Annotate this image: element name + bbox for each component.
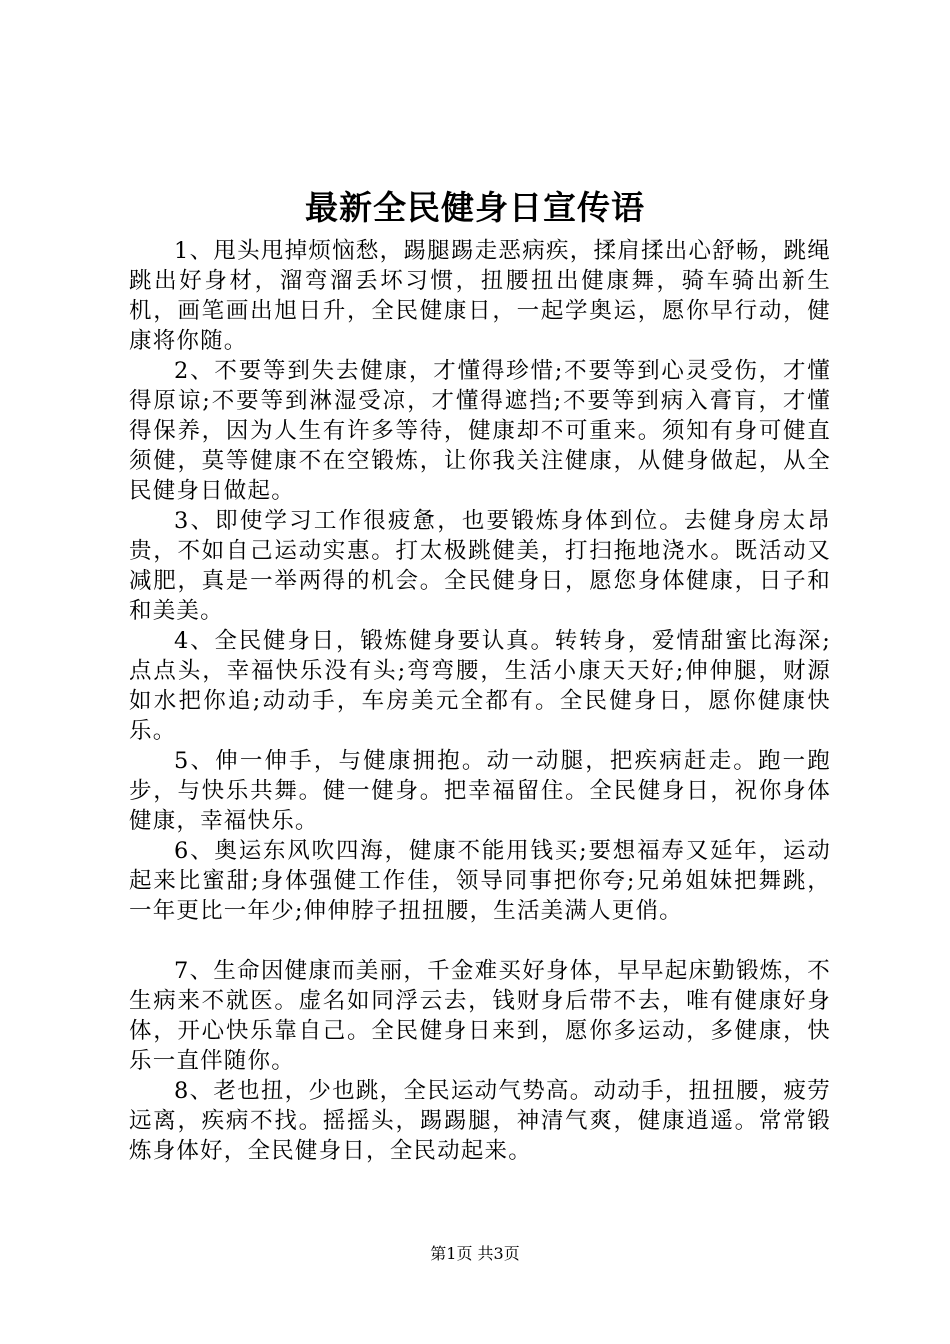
paragraph-8: 8、老也扭，少也跳，全民运动气势高。动动手，扭扭腰，疲劳远离，疾病不找。摇摇头，踢踢腿，神清气爽，健康逍遥。常常锻炼身体好，全民健身日，全民动起来。 [129, 1078, 831, 1164]
paragraph-7: 7、生命因健康而美丽，千金难买好身体，早早起床勤锻炼，不生病来不就医。虚名如同浮云去，钱财身后带不去，唯有健康好身体，开心快乐靠自己。全民健身日来到，愿你多运动，多健康，快乐一直伴随你。 [129, 958, 831, 1074]
paragraph-6: 6、奥运东风吹四海，健康不能用钱买;要想福寿又延年，运动起来比蜜甜;身体强健工作佳，领导同事把你夸;兄弟姐妹把舞跳，一年更比一年少;伸伸脖子扭扭腰，生活美满人更俏。 [129, 838, 831, 924]
paragraph-4: 4、全民健身日，锻炼健身要认真。转转身，爱情甜蜜比海深;点点头，幸福快乐没有头;弯弯腰，生活小康天天好;伸伸腿，财源如水把你追;动动手，车房美元全都有。全民健身日，愿你健康快乐。 [129, 628, 831, 744]
document-title: 最新全民健身日宣传语 [305, 188, 645, 227]
page-footer: 第1页 共3页 [430, 1244, 520, 1263]
paragraph-3: 3、即使学习工作很疲惫，也要锻炼身体到位。去健身房太昂贵，不如自己运动实惠。打太极跳健美，打扫拖地浇水。既活动又减肥，真是一举两得的机会。全民健身日，愿您身体健康，日子和和美美。 [129, 508, 831, 624]
paragraph-2: 2、不要等到失去健康，才懂得珍惜;不要等到心灵受伤，才懂得原谅;不要等到淋湿受凉，才懂得遮挡;不要等到病入膏肓，才懂得保养，因为人生有许多等待，健康却不可重来。须知有身可健直须健，莫等健康不在空锻炼，让你我关注健康，从健身做起，从全民健身日做起。 [129, 358, 831, 504]
paragraph-5: 5、伸一伸手，与健康拥抱。动一动腿，把疾病赶走。跑一跑步，与快乐共舞。健一健身。把幸福留住。全民健身日，祝你身体健康，幸福快乐。 [129, 748, 831, 834]
document-body [129, 236, 831, 1166]
paragraph-1: 1、甩头甩掉烦恼愁，踢腿踢走恶病疾，揉肩揉出心舒畅，跳绳跳出好身材，溜弯溜丢坏习惯，扭腰扭出健康舞，骑车骑出新生机，画笔画出旭日升，全民健康日，一起学奥运，愿你早行动，健康将你随。 [129, 238, 831, 354]
